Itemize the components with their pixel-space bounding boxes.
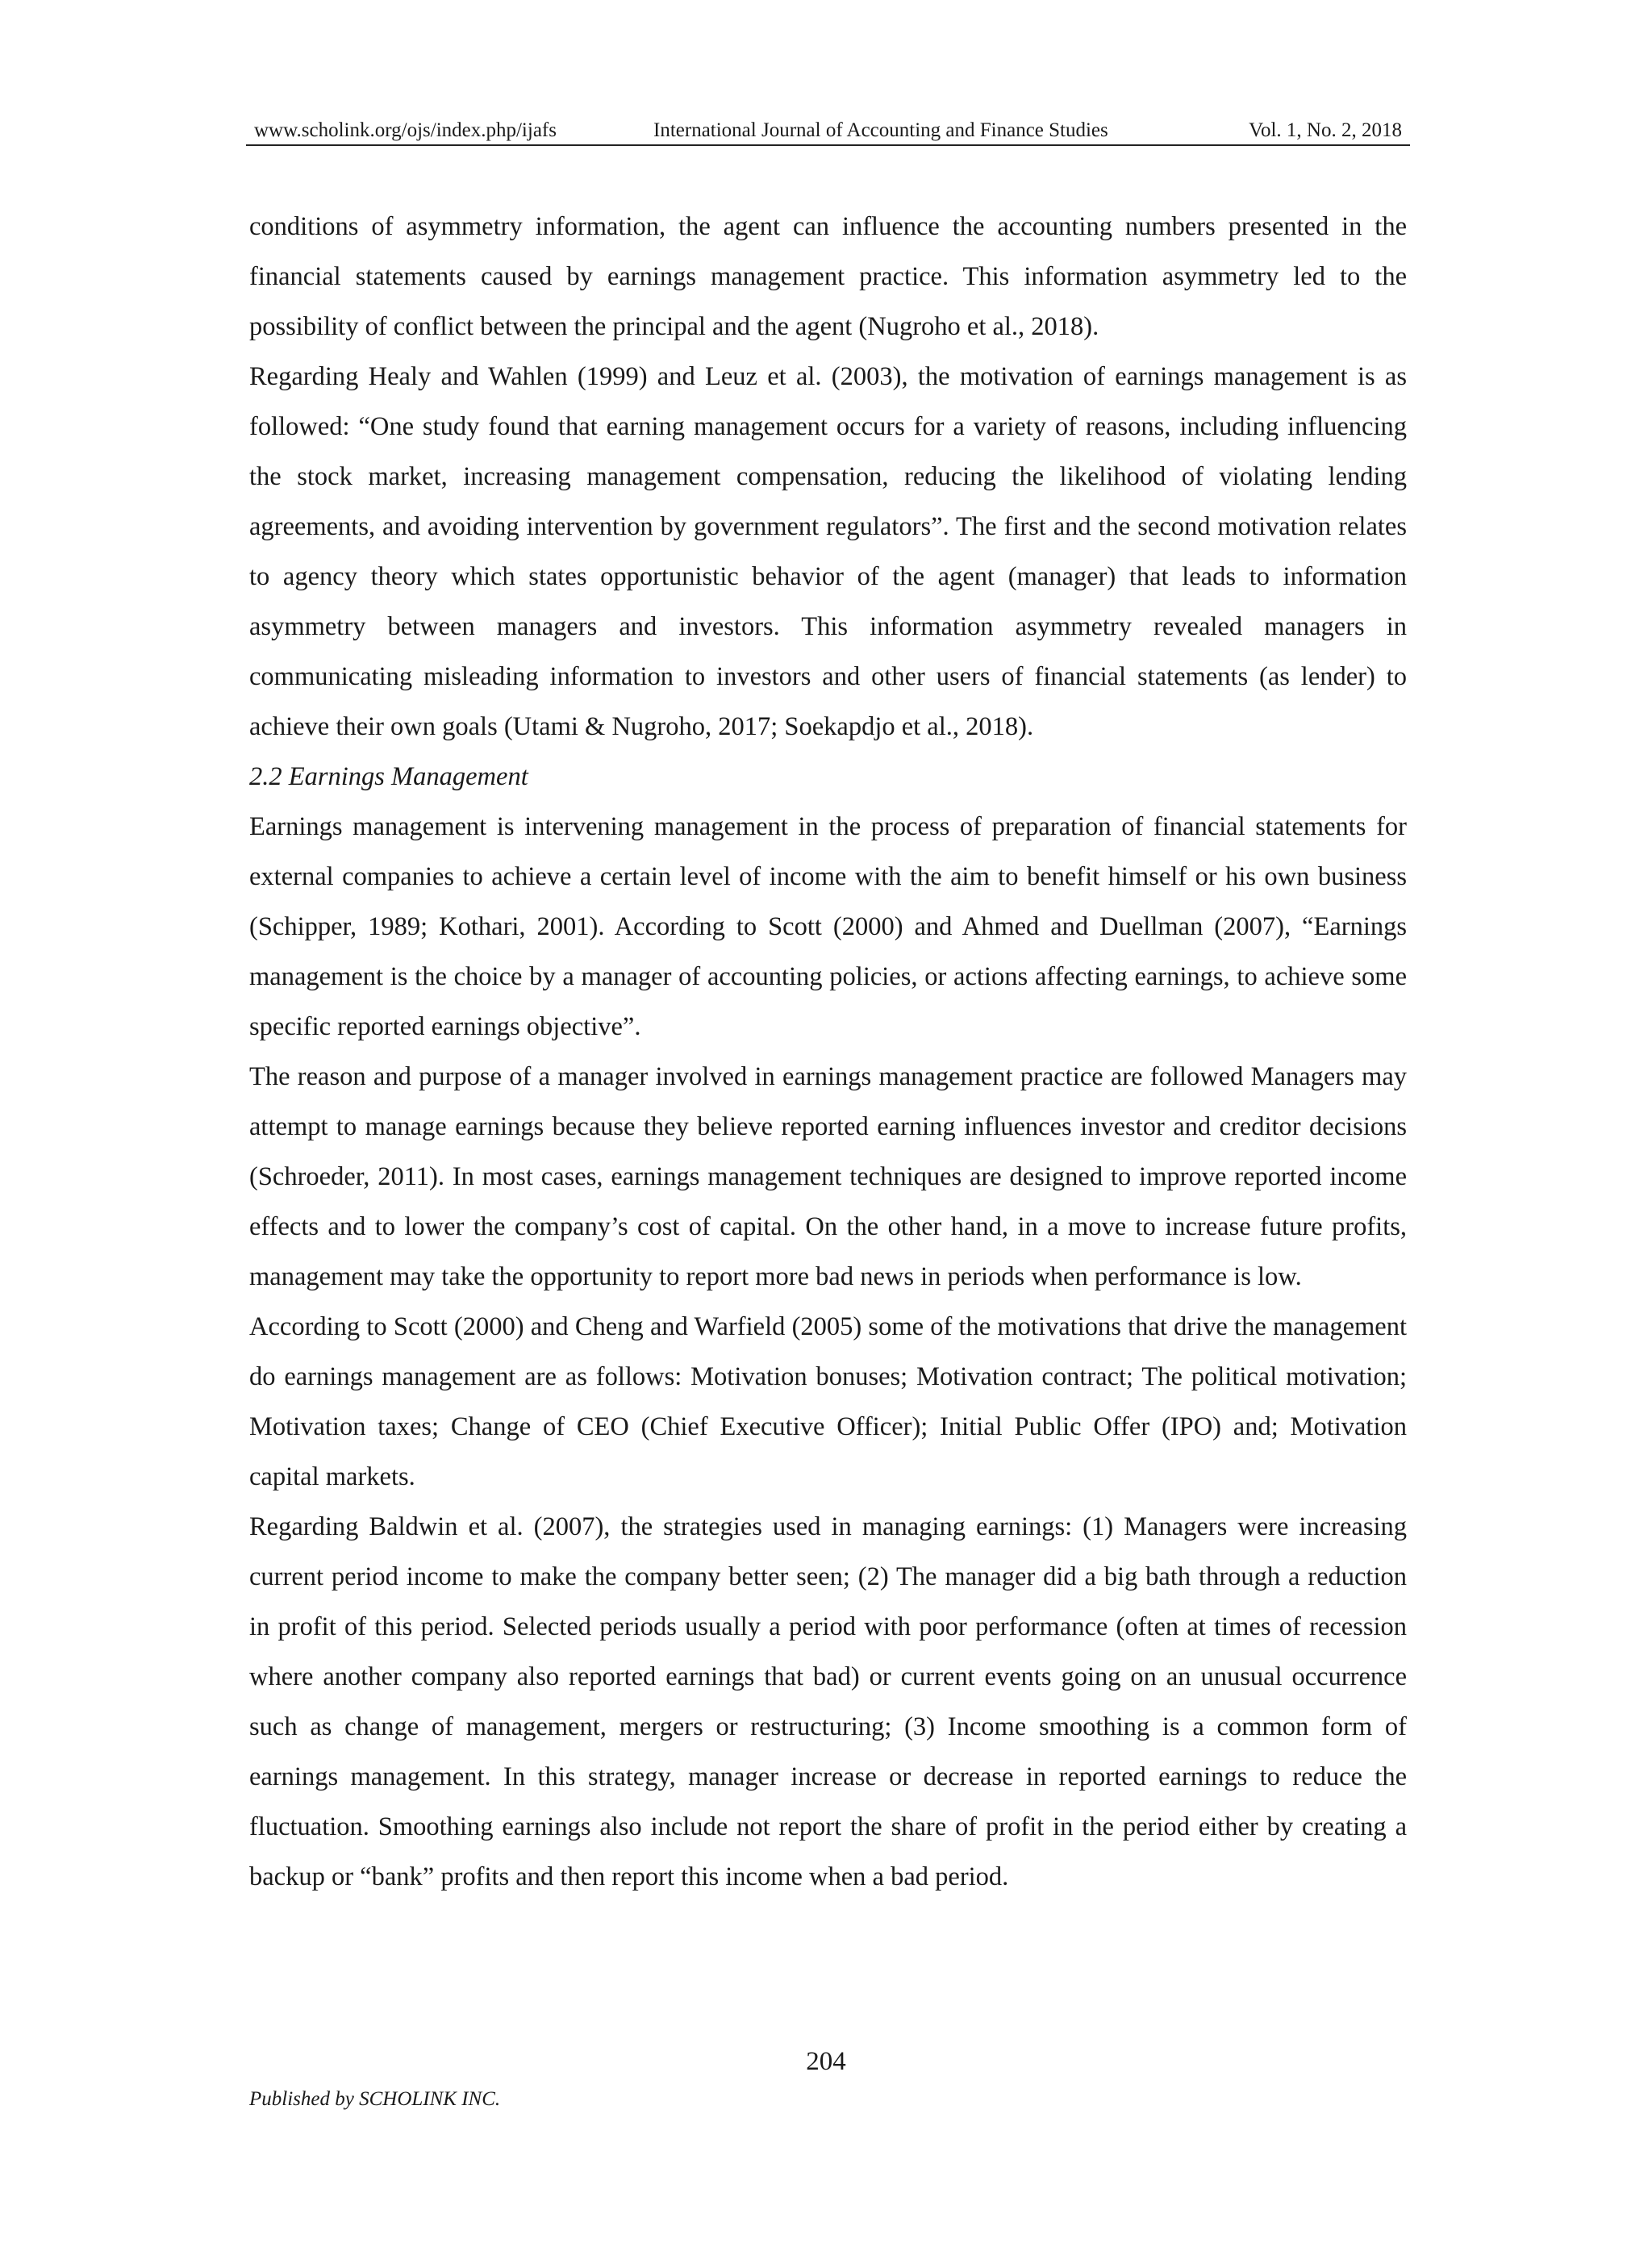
page-number: 204 bbox=[806, 2047, 846, 2076]
paragraph: The reason and purpose of a manager involved in earnings management practice are followed Managers may attempt to manage earnings because they believe reported earning influences investor and creditor decisions (Schroeder, 2011). In most cases, earnings management techniques are designed to improve reported income effects and to lower the company’s cost of capital. On the other hand, in a move to increase future profits, management may take the opportunity to report more bad news in periods when performance is low. bbox=[249, 1062, 1407, 1291]
paragraph: Regarding Healy and Wahlen (1999) and Leuz et al. (2003), the motivation of earnings management is as followed: “One study found that earning management occurs for a variety of reasons, including influencing the stock market, increasing management compensation, reducing the likelihood of violating lending agreements, and avoiding intervention by government regulators”. The first and the second motivation relates to agency theory which states opportunistic behavior of the agent (manager) that leads to information asymmetry between managers and investors. This information asymmetry revealed managers in communicating misleading information to investors and other users of financial statements (as lender) to achieve their own goals (Utami & Nugroho, 2017; Soekapdjo et al., 2018). bbox=[249, 362, 1407, 741]
paragraph: conditions of asymmetry information, the agent can influence the accounting numbers presented in the financial statements caused by earnings management practice. This information asymmetry led to the possibility of conflict between the principal and the agent (Nugroho et al., 2018). bbox=[249, 212, 1407, 341]
section-heading: 2.2 Earnings Management bbox=[249, 762, 528, 791]
article-body bbox=[249, 202, 1407, 1902]
paragraph: Regarding Baldwin et al. (2007), the strategies used in managing earnings: (1) Managers were increasing current period income to make the company better seen; (2) The manager did a big bath through a reduction in profit of this period. Selected periods usually a period with poor performance (often at times of recession where another company also reported earnings that bad) or current events going on an unusual occurrence such as change of management, mergers or restructuring; (3) Income smoothing is a common form of earnings management. In this strategy, manager increase or decrease in reported earnings to reduce the fluctuation. Smoothing earnings also include not report the share of profit in the period either by creating a backup or “bank” profits and then report this income when a bad period. bbox=[249, 1512, 1407, 1891]
journal-title: International Journal of Accounting and Finance Studies bbox=[653, 119, 1108, 141]
journal-url-link[interactable]: www.scholink.org/ojs/index.php/ijafs bbox=[254, 119, 557, 141]
running-header bbox=[246, 117, 1410, 146]
volume-info: Vol. 1, No. 2, 2018 bbox=[1249, 119, 1402, 141]
paragraph: According to Scott (2000) and Cheng and Warfield (2005) some of the motivations that drive the management do earnings management are as follows: Motivation bonuses; Motivation contract; The political motivation; Motivation taxes; Change of CEO (Chief Executive Officer); Initial Public Offer (IPO) and; Motivation capital markets. bbox=[249, 1312, 1407, 1491]
paragraph: Earnings management is intervening management in the process of preparation of financial statements for external companies to achieve a certain level of income with the aim to benefit himself or his own business (Schipper, 1989; Kothari, 2001). According to Scott (2000) and Ahmed and Duellman (2007), “Earnings management is the choice by a manager of accounting policies, or actions affecting earnings, to achieve some specific reported earnings objective”. bbox=[249, 812, 1407, 1041]
publisher-footer: Published by SCHOLINK INC. bbox=[249, 2088, 501, 2110]
